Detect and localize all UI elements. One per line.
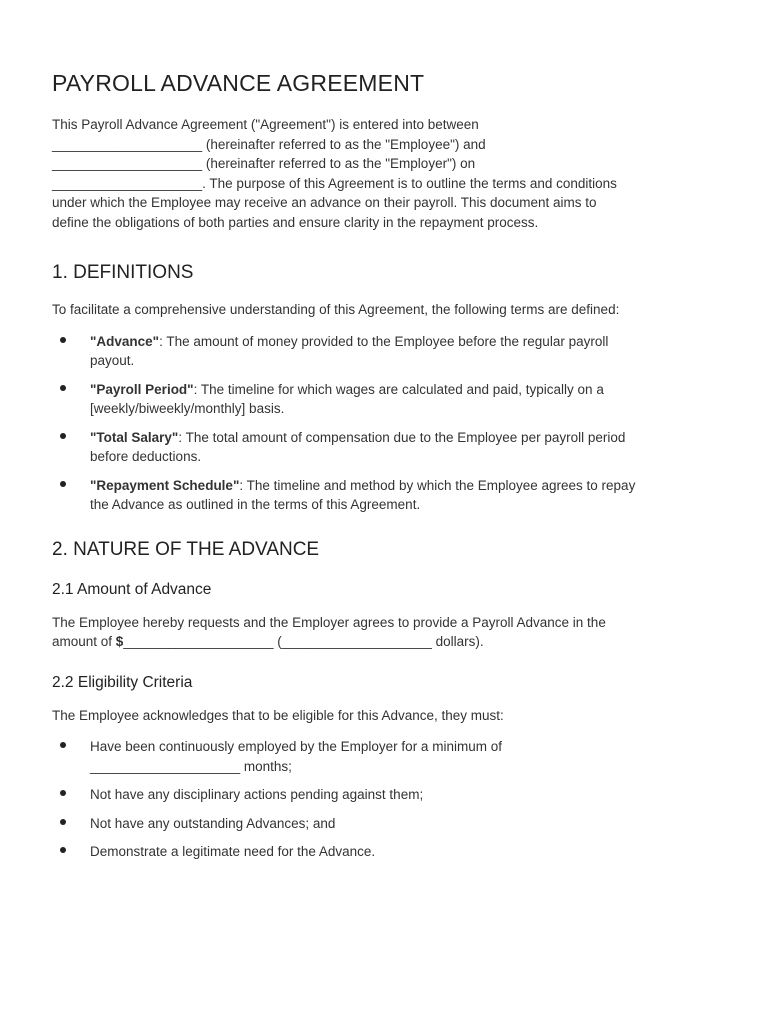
intro-line: ____________________. The purpose of this Agreement is to outline the terms and conditions (52, 175, 617, 191)
definition-text: the Advance as outlined in the terms of this Agreement. (90, 497, 421, 512)
criteria-text: ____________________ months; (90, 758, 292, 774)
amount-paragraph (52, 613, 718, 652)
criteria-text: Not have any outstanding Advances; and (90, 815, 336, 831)
bullet-icon (60, 337, 66, 343)
intro-line: define the obligations of both parties and ensure clarity in the repayment process. (52, 214, 539, 230)
bullet-icon (60, 433, 66, 439)
amount-blank: ____________________ (____________________ dollars). (123, 634, 484, 649)
definition-term: "Repayment Schedule" (90, 477, 240, 493)
list-item (52, 476, 718, 515)
eligibility-intro: The Employee acknowledges that to be eligible for this Advance, they must: (52, 707, 504, 723)
list-item (52, 737, 718, 776)
subsection-heading-eligibility: 2.2 Eligibility Criteria (52, 673, 193, 691)
intro-line: ____________________ (hereinafter referred to as the "Employee") and (52, 136, 486, 152)
definitions-intro: To facilitate a comprehensive understanding of this Agreement, the following terms are defined: (52, 302, 620, 317)
criteria-text: Not have any disciplinary actions pending against them; (90, 787, 424, 802)
definition-text: : The timeline and method by which the Employee agrees to repay (239, 477, 636, 493)
bullet-icon (60, 742, 66, 748)
definition-term: "Advance" (90, 333, 160, 349)
criteria-text: Have been continuously employed by the Employer for a minimum of (90, 739, 502, 754)
intro-line: ____________________ (hereinafter referred to as the "Employer") on (52, 156, 476, 171)
definition-text: [weekly/biweekly/monthly] basis. (90, 401, 285, 416)
list-item (52, 380, 718, 419)
definition-text: : The amount of money provided to the Employee before the regular payroll (159, 333, 609, 349)
eligibility-list (52, 737, 718, 862)
bullet-icon (60, 847, 66, 853)
dollar-sign: $ (115, 634, 124, 649)
definition-text: : The timeline for which wages are calculated and paid, typically on a (193, 381, 604, 397)
list-item (52, 814, 718, 834)
bullet-icon (60, 790, 66, 796)
section-heading-definitions: 1. DEFINITIONS (52, 262, 194, 283)
subsection-heading-amount: 2.1 Amount of Advance (52, 580, 212, 598)
list-item (52, 332, 718, 371)
list-item (52, 428, 718, 467)
bullet-icon (60, 385, 66, 391)
definition-text: before deductions. (90, 449, 202, 464)
definition-text: : The total amount of compensation due to the Employee per payroll period (178, 429, 626, 445)
list-item (52, 785, 718, 805)
document-title: PAYROLL ADVANCE AGREEMENT (52, 70, 425, 96)
list-item (52, 842, 718, 862)
definitions-list (52, 332, 718, 515)
criteria-text: Demonstrate a legitimate need for the Advance. (90, 844, 376, 859)
definition-term: "Payroll Period" (90, 381, 194, 397)
amount-text: The Employee hereby requests and the Employer agrees to provide a Payroll Advance in the (52, 614, 606, 630)
intro-paragraph (52, 115, 718, 232)
amount-text: amount of (52, 634, 116, 649)
definition-text: payout. (90, 353, 135, 368)
definition-term: "Total Salary" (90, 429, 179, 445)
intro-line: This Payroll Advance Agreement ("Agreement") is entered into between (52, 117, 479, 132)
bullet-icon (60, 819, 66, 825)
section-heading-nature: 2. NATURE OF THE ADVANCE (52, 538, 320, 560)
intro-line: under which the Employee may receive an advance on their payroll. This document aims to (52, 195, 597, 210)
bullet-icon (60, 481, 66, 487)
